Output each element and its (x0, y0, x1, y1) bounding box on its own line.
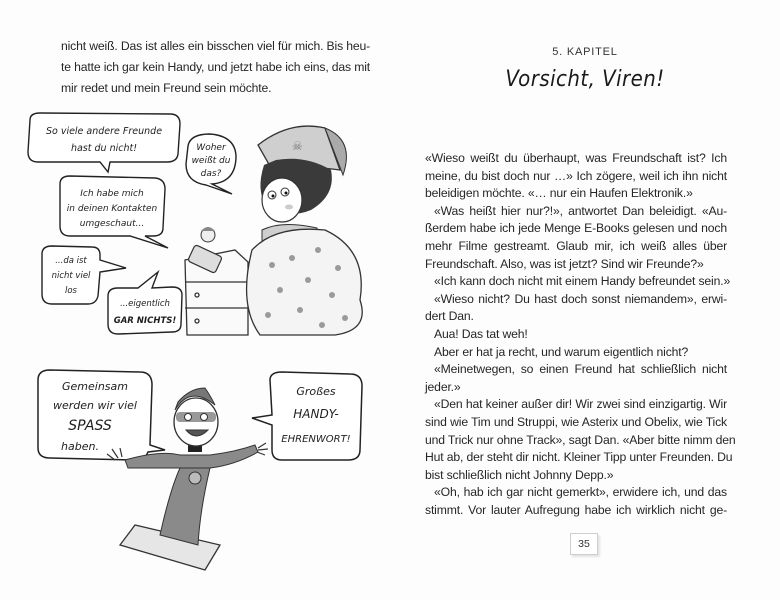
speech-bubble (186, 134, 236, 194)
illustration-bed-scene (20, 110, 380, 345)
bubble-line: weißt du (191, 156, 231, 166)
speech-bubble (252, 372, 362, 460)
text-line: te hatte ich gar kein Handy, und jetzt habe ich eins, das mit (61, 60, 371, 74)
bubble-line: werden wir viel (53, 399, 137, 412)
text-line: «Ich kann doch nicht mit einem Handy befreundet sein.» (434, 274, 731, 289)
text-line: stimmt. Vor lauter Aufregung habe ich wirklich nicht ge- (425, 503, 727, 517)
speech-bubble (108, 272, 182, 334)
bubble-line: ...da ist (55, 256, 87, 266)
bubble-line: HANDY- (293, 407, 339, 421)
text-line: sind wie Tim und Struppi, wie Asterix und Obelix, wie Tick (425, 415, 727, 429)
page-number: 35 (570, 533, 598, 555)
right-page (390, 0, 780, 600)
bubble-line: ...eigentlich (120, 299, 170, 309)
text-line: mir redet und mein Freund sein möchte. (61, 81, 272, 95)
text-line: beleidigen möchte. «… nur ein Haufen Elektronik.» (425, 186, 693, 201)
chapter-title: Vorsicht, Viren! (505, 67, 665, 92)
bubble-line: nicht viel (51, 271, 91, 281)
chapter-label: 5. KAPITEL (552, 46, 618, 58)
text-line: «Wieso weißt du überhaupt, was Freundschaft ist? Ich (425, 151, 727, 165)
text-line: «Wieso nicht? Du hast doch sonst niemandem», erwi- (434, 291, 727, 306)
text-line: jeder.» (425, 379, 461, 394)
text-line: mehr Filme gestreamt. Glaub mir, ich weiß alles über (425, 239, 727, 253)
text-line: «Meinetwegen, so einen Freund hat schließlich nicht (434, 362, 727, 377)
text-line: ßerdem habe ich jede Menge E-Books gelesen und noch (425, 221, 727, 236)
bubble-line: haben. (61, 440, 99, 453)
speech-bubble (38, 370, 165, 460)
text-line: bist schließlich nicht Johnny Depp.» (425, 467, 614, 482)
svg-text:☠: ☠ (292, 139, 303, 153)
bubble-line: hast du nicht! (70, 143, 138, 154)
bubble-line: in deinen Kontakten (66, 204, 158, 214)
text-line: dert Dan. (425, 309, 474, 324)
speech-bubble (60, 176, 168, 248)
illustration-phone-character (20, 360, 380, 580)
bubble-line: EHRENWORT! (281, 434, 351, 445)
text-line: und Trick nur ohne Track», sagt Dan. «Aber bitte nimm den (425, 432, 736, 447)
text-line: Aber er hat ja recht, und warum eigentlich nicht? (434, 344, 689, 359)
kid-in-bed-drawing (247, 126, 363, 335)
text-line: nicht weiß. Das ist alles ein bisschen viel für mich. Bis heu- (61, 39, 371, 53)
text-line: Freundschaft. Also, was ist jetzt? Sind wir Freunde?» (425, 256, 704, 271)
bubble-line: das? (200, 169, 222, 179)
bubble-line: GAR NICHTS! (113, 316, 177, 326)
bubble-line: los (65, 286, 77, 296)
text-line: «Was heißt hier nur?!», antwortet Dan beleidigt. «Au- (434, 203, 727, 218)
bubble-line: SPASS (68, 418, 112, 434)
bubble-line: Woher (196, 143, 226, 153)
text-line: «Den hat keiner außer dir! Wir zwei sind einzigartig. Wir (434, 397, 727, 412)
text-line: meine, du bist doch nur …» Ich zögere, weil ich ihn nicht (425, 168, 727, 183)
text-line: Aua! Das tat weh! (434, 327, 528, 341)
text-line: «Oh, hab ich gar nicht gemerkt», erwidere ich, und das (434, 485, 727, 500)
bubble-line: umgeschaut... (79, 219, 145, 229)
speech-bubble (28, 113, 180, 172)
bubble-line: So viele andere Freunde (45, 126, 163, 137)
bubble-line: Gemeinsam (62, 380, 128, 393)
bubble-line: Großes (296, 385, 336, 398)
text-line: Hut ab, der steht dir nicht. Kleiner Tipp unter Freunden. Du (425, 450, 733, 465)
bubble-line: Ich habe mich (80, 189, 144, 199)
